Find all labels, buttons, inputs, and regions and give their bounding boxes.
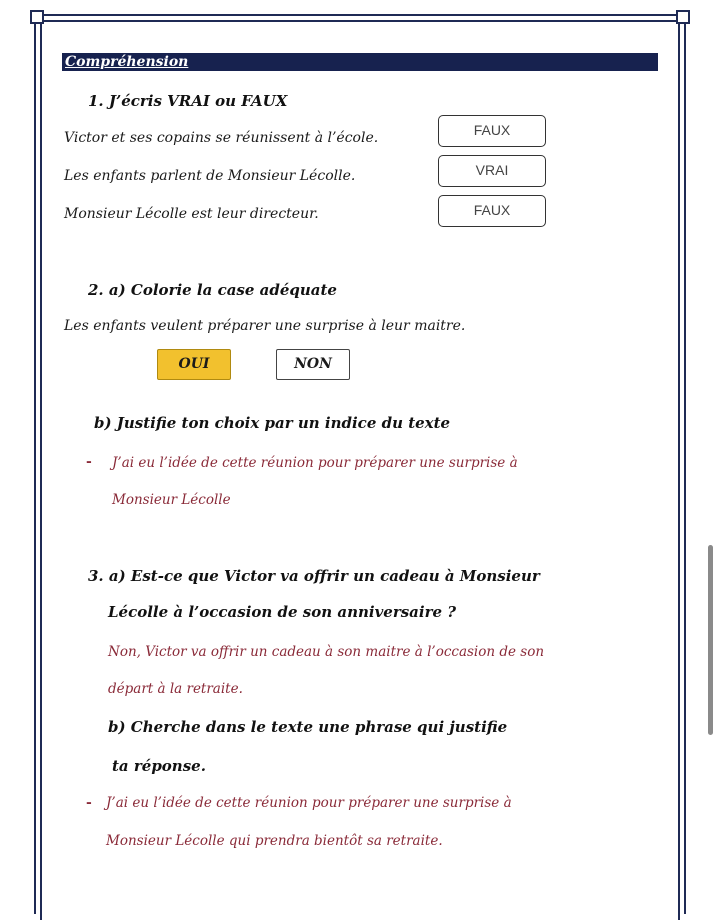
scrollbar-thumb[interactable] bbox=[708, 545, 713, 735]
choice-non-button[interactable]: NON bbox=[276, 349, 350, 380]
q3a-answer-line-2: départ à la retraite. bbox=[108, 681, 243, 697]
q2b-answer-line-1: J’ai eu l’idée de cette réunion pour préparer une surprise à bbox=[112, 455, 518, 471]
q1-answer-box-2[interactable]: VRAI bbox=[438, 155, 546, 187]
q3a-heading-line-2: Lécolle à l’occasion de son anniversaire ? bbox=[108, 603, 457, 621]
q3a-answer-line-1: Non, Victor va offrir un cadeau à son maitre à l’occasion de son bbox=[108, 644, 545, 660]
q2b-answer-line-2: Monsieur Lécolle bbox=[112, 492, 231, 508]
section-title: Compréhension bbox=[62, 53, 658, 71]
frame-corner-top-left bbox=[30, 10, 44, 24]
q3b-heading-line-2: ta réponse. bbox=[112, 757, 206, 775]
q1-heading: 1. J’écris VRAI ou FAUX bbox=[88, 92, 288, 110]
frame-corner-top-right bbox=[676, 10, 690, 24]
q2a-heading: 2. a) Colorie la case adéquate bbox=[88, 281, 337, 299]
q1-statement-3: Monsieur Lécolle est leur directeur. bbox=[64, 206, 319, 222]
q1-statement-2: Les enfants parlent de Monsieur Lécolle. bbox=[64, 168, 356, 184]
q3b-heading-line-1: b) Cherche dans le texte une phrase qui justifie bbox=[108, 718, 508, 736]
q1-answer-box-3[interactable]: FAUX bbox=[438, 195, 546, 227]
q1-answer-box-1[interactable]: FAUX bbox=[438, 115, 546, 147]
q3b-answer-line-2: Monsieur Lécolle qui prendra bientôt sa retraite. bbox=[106, 833, 443, 849]
q2b-heading: b) Justifie ton choix par un indice du texte bbox=[94, 414, 451, 432]
q3b-dash: - bbox=[86, 795, 92, 811]
q3a-heading-line-1: 3. a) Est-ce que Victor va offrir un cadeau à Monsieur bbox=[88, 567, 540, 585]
q2b-dash: - bbox=[86, 454, 92, 470]
q2a-statement: Les enfants veulent préparer une surprise à leur maitre. bbox=[64, 318, 466, 334]
q3b-answer-line-1: J’ai eu l’idée de cette réunion pour préparer une surprise à bbox=[106, 795, 512, 811]
q1-statement-1: Victor et ses copains se réunissent à l’école. bbox=[64, 130, 379, 146]
choice-oui-button[interactable]: OUI bbox=[157, 349, 231, 380]
